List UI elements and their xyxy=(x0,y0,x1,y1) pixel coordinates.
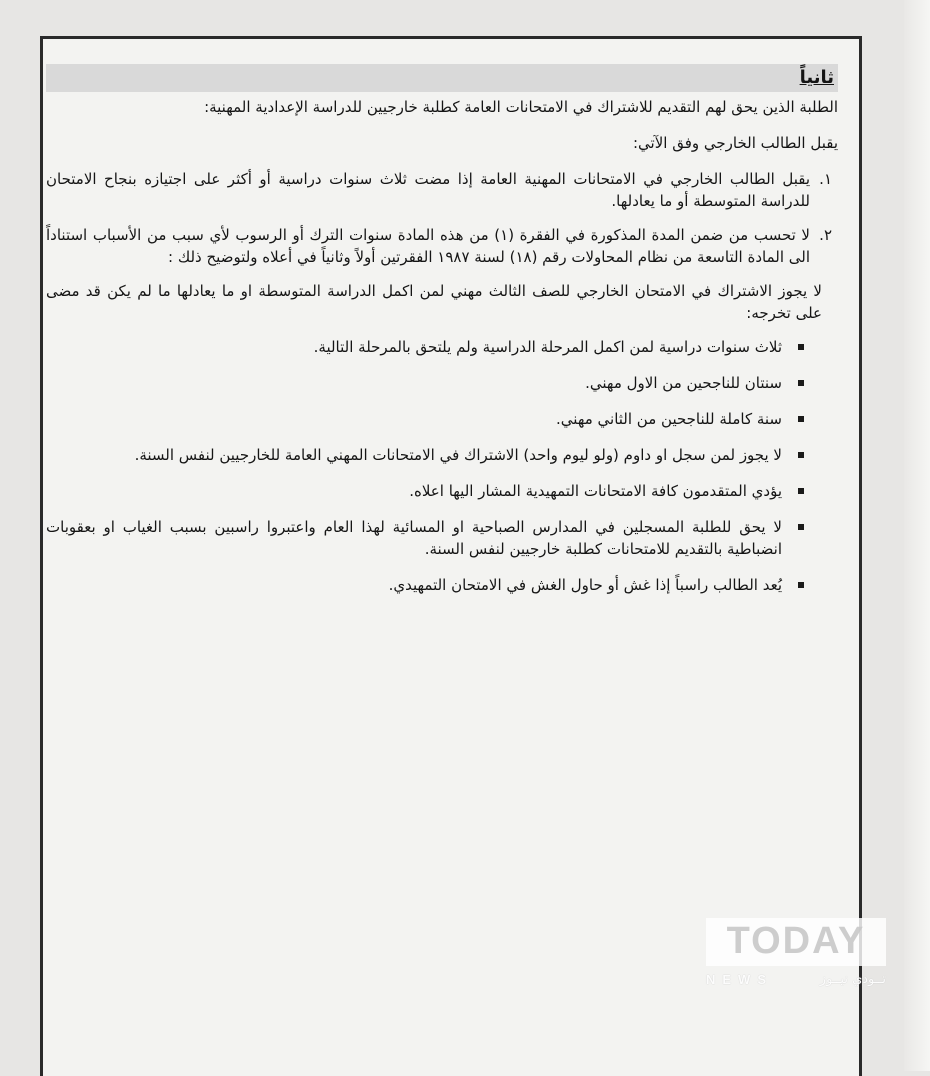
document-content xyxy=(46,64,838,610)
bullet-item xyxy=(46,444,838,466)
square-bullet-icon xyxy=(798,524,804,530)
bullet-item xyxy=(46,516,838,560)
square-bullet-icon xyxy=(798,380,804,386)
square-bullet-icon xyxy=(798,416,804,422)
bullet-item xyxy=(46,408,838,430)
item-text: لا تحسب من ضمن المدة المذكورة في الفقرة (١) من هذه المادة سنوات الترك أو الرسوب لأي سبب من الأسباب استناداً الى المادة التاسعة من نظام المحاولات رقم (١٨) لسنة ١٩٨٧ الفقرتين أولاً وثانياً في أعلاه ولتوضيح ذلك : xyxy=(46,226,810,266)
numbered-list xyxy=(46,168,838,268)
watermark-subtitle-ar: تــودي نيــوز xyxy=(819,972,886,987)
bullet-item xyxy=(46,480,838,502)
heading-band xyxy=(46,64,838,92)
bullet-text: لا يجوز لمن سجل او داوم (ولو ليوم واحد) الاشتراك في الامتحانات المهني العامة للخارجيين لنفس السنة. xyxy=(134,446,782,464)
bullet-text: يُعد الطالب راسباً إذا غش أو حاول الغش في الامتحان التمهيدي. xyxy=(388,576,782,594)
watermark-brand: TODAY xyxy=(726,920,866,962)
bullet-item xyxy=(46,574,838,596)
bullet-text: يؤدي المتقدمون كافة الامتحانات التمهيدية المشار اليها اعلاه. xyxy=(409,482,782,500)
bullet-item xyxy=(46,372,838,394)
accept-line: يقبل الطالب الخارجي وفق الآتي: xyxy=(632,134,838,152)
today-news-watermark xyxy=(706,918,886,992)
numbered-item xyxy=(46,168,838,212)
square-bullet-icon xyxy=(798,452,804,458)
bullet-text: سنة كاملة للناجحين من الثاني مهني. xyxy=(556,410,782,428)
item-number: ٢. xyxy=(819,226,832,244)
watermark-subtitle xyxy=(706,972,886,987)
bullet-text: سنتان للناجحين من الاول مهني. xyxy=(585,374,782,392)
scan-right-edge xyxy=(904,0,930,1071)
intro-paragraph: الطلبة الذين يحق لهم التقديم للاشتراك في الامتحانات العامة كطلبة خارجيين للدراسة الإعدادية المهنية: xyxy=(204,98,838,116)
bullet-text: لا يحق للطلبة المسجلين في المدارس الصباحية او المسائية لهذا العام واعتبروا راسبين بسبب الغياب او بعقوبات انضباطية بالتقديم للامتحانات كطلبة خارجيين لنفس السنة. xyxy=(46,518,782,558)
square-bullet-icon xyxy=(798,344,804,350)
bullet-text: ثلاث سنوات دراسية لمن اكمل المرحلة الدراسية ولم يلتحق بالمرحلة التالية. xyxy=(313,338,782,356)
bullet-list xyxy=(46,336,838,596)
restriction-paragraph: لا يجوز الاشتراك في الامتحان الخارجي للصف الثالث مهني لمن اكمل الدراسة المتوسطة او ما يعادلها ما لم يكن قد مضى على تخرجه: xyxy=(46,282,822,322)
item-number: ١. xyxy=(819,170,832,188)
bullet-item xyxy=(46,336,838,358)
item-text: يقبل الطالب الخارجي في الامتحانات المهنية العامة إذا مضت ثلاث سنوات دراسية أو أكثر على اجتيازه بنجاح الامتحان للدراسة المتوسطة أو ما يعادلها. xyxy=(46,170,810,210)
section-heading: ثانياً xyxy=(799,67,834,88)
watermark-subtitle-en: NEWS xyxy=(706,972,773,987)
numbered-item xyxy=(46,224,838,268)
square-bullet-icon xyxy=(798,488,804,494)
square-bullet-icon xyxy=(798,582,804,588)
watermark-logo-box xyxy=(706,918,886,966)
